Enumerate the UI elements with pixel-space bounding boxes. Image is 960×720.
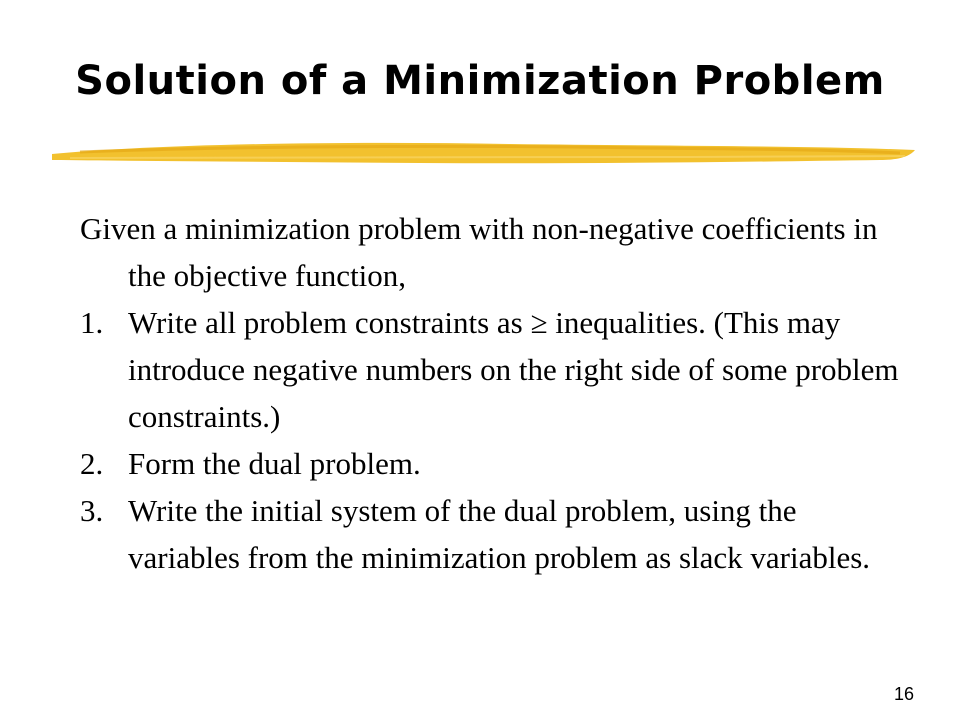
step-item	[80, 440, 910, 487]
step-number: 2.	[80, 446, 104, 481]
step-text: Write all problem constraints as ≥ inequalities. (This may introduce negative numbers on the right side of some problem constraints.)	[128, 305, 899, 434]
step-item	[80, 299, 910, 440]
step-text: Write the initial system of the dual problem, using the variables from the minimization problem as slack variables.	[128, 493, 871, 575]
slide-title: Solution of a Minimization Problem	[75, 58, 885, 104]
title-underline-brush-stroke	[40, 132, 920, 172]
page-number: 16	[893, 684, 914, 704]
step-number: 3.	[80, 493, 104, 528]
step-number: 1.	[80, 305, 104, 340]
step-item	[80, 487, 910, 581]
step-text: Form the dual problem.	[128, 446, 421, 481]
intro-text: Given a minimization problem with non-negative coefficients in the objective function,	[80, 211, 878, 293]
slide-body	[80, 205, 910, 581]
